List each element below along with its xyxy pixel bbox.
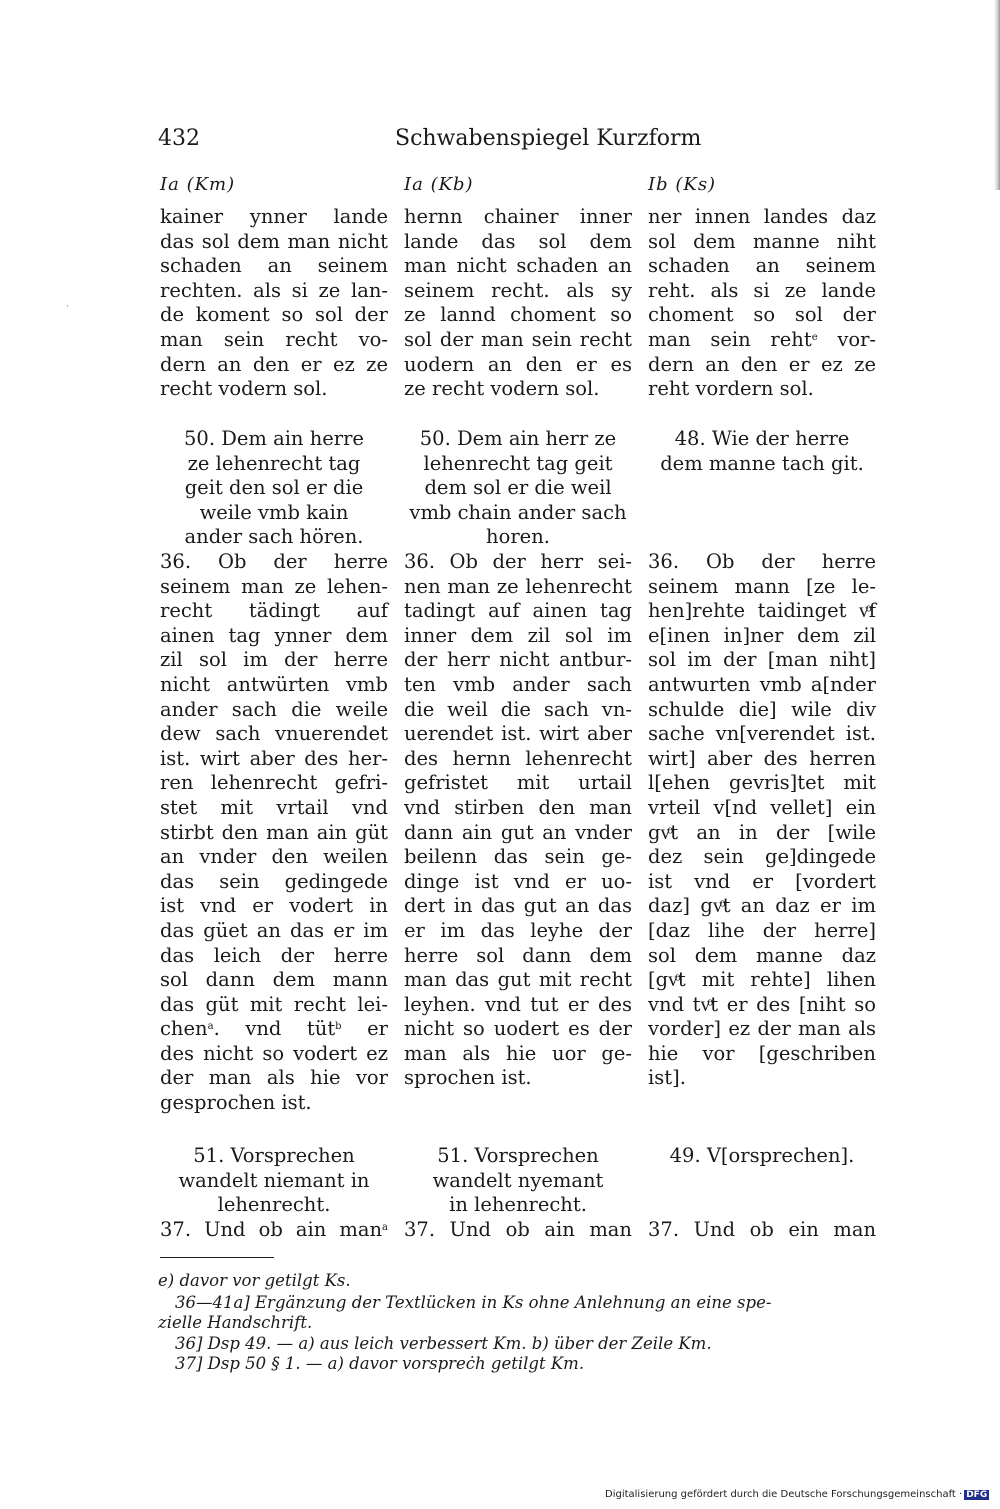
text-line: dinge ist vnd er uo-: [404, 869, 632, 893]
text-line: 50. Dem ain herr ze: [419, 427, 617, 450]
text-line: 36. Ob der herr sei-: [404, 550, 632, 573]
text-line: de koment so sol der: [160, 303, 388, 327]
text-line: [648, 1193, 876, 1218]
column-1-heading-block: [160, 1144, 388, 1242]
text-line: sol dem manne daz: [648, 943, 876, 967]
text-line: schulde die] wile div: [648, 697, 876, 721]
column-2-heading-block: [404, 1144, 632, 1242]
text-line: ze lehenrecht tag: [187, 451, 361, 475]
text-line: man nicht schaden an: [404, 254, 632, 278]
text-line: uodern an den er es: [404, 352, 632, 376]
text-line: 37. Und ob ain man: [404, 1217, 632, 1241]
running-title: Schwabenspiegel Kurzform: [395, 126, 702, 151]
text-line: reht. als si ze lande: [648, 278, 876, 302]
text-line: seinem mann [ze le-: [648, 574, 876, 598]
text-line: hie vor [geschriben: [648, 1041, 876, 1065]
text-line: herre sol dann dem: [404, 943, 632, 967]
column-3-text-block: [648, 550, 876, 1091]
text-line: ander sach hören.: [184, 525, 364, 549]
text-line: er im das leyhe der: [404, 918, 632, 942]
text-line: schaden an seinem: [648, 254, 876, 278]
column-2-text-block: [404, 550, 632, 1091]
text-line: vorder] ez der man als: [648, 1017, 876, 1041]
text-line: dew sach vnuerendet: [160, 722, 388, 746]
text-line: 36. Ob der herre: [160, 550, 388, 573]
text-line: man sein recht vo-: [160, 327, 388, 351]
text-line: man das gut mit recht: [404, 968, 632, 992]
text-line: recht tädingt auf: [160, 599, 388, 623]
text-line: sol dann dem mann: [160, 968, 388, 992]
column-1-text-block: [160, 205, 388, 402]
text-line: ze lannd choment so: [404, 303, 632, 327]
text-line: hen]rehte taidinget vͦf: [648, 599, 876, 623]
text-line: lehenrecht.: [217, 1193, 331, 1217]
text-line: man sein reht$^e$ vor-: [648, 327, 877, 351]
text-line: stirbt den man ain güt: [160, 820, 388, 844]
text-line: vrteil v[nd vellet] ein: [648, 795, 876, 819]
column-1-heading-block: [160, 427, 388, 550]
text-line: wandelt niemant in: [178, 1168, 370, 1192]
column-siglum-1: Ia (Km): [160, 174, 236, 195]
text-line: vnd tvͦt er des [niht so: [648, 992, 876, 1016]
text-line: das sol dem man nicht: [160, 229, 388, 253]
text-line: dem manne tach git.: [660, 451, 864, 475]
text-line: [daz lihe der herre]: [648, 918, 876, 942]
text-line: sprochen ist.: [404, 1066, 532, 1090]
text-line: zil sol im der herre: [160, 648, 388, 672]
text-line: seinem recht. als sy: [404, 278, 632, 302]
text-line: nen man ze lehenrecht: [404, 574, 632, 598]
text-line: [648, 1169, 876, 1194]
text-line: in lehenrecht.: [449, 1193, 587, 1217]
text-line: sol im der [man niht]: [648, 648, 876, 672]
text-line: ainen tag ynner dem: [160, 623, 388, 647]
text-line: ist. wirt aber des her-: [160, 746, 388, 770]
footnote-rule: [160, 1257, 274, 1258]
text-line: uerendet ist. wirt aber: [404, 722, 632, 746]
text-line: wirt] aber des herren: [648, 746, 876, 770]
text-line: das sein gedingede: [160, 869, 388, 893]
page-number: 432: [158, 126, 200, 151]
text-line: der herr nicht antbur-: [404, 648, 632, 672]
text-line: ander sach die weile: [160, 697, 388, 721]
text-line: inner dem zil sol im: [404, 623, 632, 647]
text-line: beilenn das sein ge-: [404, 845, 632, 869]
text-line: tadingt auf ainen tag: [404, 599, 632, 623]
text-line: horen.: [486, 525, 550, 549]
text-line: des hernn lehenrecht: [404, 746, 632, 770]
text-line: recht vodern sol.: [160, 377, 328, 401]
column-2-heading-block: [404, 427, 632, 550]
text-line: ist vnd er vodert in: [160, 894, 388, 918]
column-siglum-3: Ib (Ks): [648, 174, 717, 195]
text-line: ner innen landes daz: [648, 205, 876, 228]
text-line: nicht antwürten vmb: [160, 672, 388, 696]
text-line: das güt mit recht lei-: [160, 992, 388, 1016]
footnote-4: 36] Dsp 49. — a) aus leich verbessert Km. b) über der Zeile Km.: [175, 1334, 712, 1353]
text-line: 37. Und ob ein man: [648, 1217, 876, 1241]
text-line: leyhen. vnd tut er des: [404, 992, 632, 1016]
scan-speck: ·: [66, 302, 69, 312]
text-line: choment so sol der: [648, 303, 876, 327]
text-line: vmb chain ander sach: [409, 500, 627, 524]
text-line: der man als hie vor: [160, 1066, 388, 1090]
text-line: reht vordern sol.: [648, 377, 814, 401]
text-line: dem sol er die weil: [424, 476, 612, 500]
text-line: dern an den er ez ze: [648, 352, 876, 376]
text-line: 51. Vorsprechen: [437, 1144, 599, 1167]
text-line: gesprochen ist.: [160, 1091, 312, 1115]
text-line: wandelt nyemant: [432, 1168, 604, 1192]
text-line: dez sein ge]dingede: [648, 845, 876, 869]
text-line: an vnder den weilen: [160, 845, 388, 869]
footnote-1: e) davor vor getilgt Ks.: [158, 1271, 351, 1290]
footnote-5: 37] Dsp 50 § 1. — a) davor vorspreċh getilgt Km.: [175, 1354, 585, 1373]
text-line: lehenrecht tag geit: [423, 451, 613, 475]
text-line: ist vnd er [vordert: [648, 869, 876, 893]
text-line: 49. V[orsprechen].: [669, 1144, 855, 1167]
column-1-text-block: [160, 550, 388, 1116]
text-line: ren lehenrecht gefri-: [160, 771, 388, 795]
dfg-logo: DFG: [966, 1490, 988, 1500]
text-line: l[ehen gevris]tet mit: [648, 771, 876, 795]
text-line: dert in das gut an das: [404, 894, 632, 918]
text-line: das leich der herre: [160, 943, 388, 967]
text-line: man als hie uor ge-: [404, 1041, 632, 1065]
text-line: seinem man ze lehen-: [160, 574, 388, 598]
text-line: 50. Dem ain herre: [184, 427, 364, 450]
column-3-text-block: [648, 205, 876, 402]
text-line: gefristet mit urtail: [404, 771, 632, 795]
credit-text: Digitalisierung gefördert durch die Deutsche Forschungsgemeinschaft ·: [605, 1489, 963, 1500]
text-line: antwurten vmb a[nder: [648, 672, 876, 696]
text-line: 48. Wie der herre: [674, 427, 850, 450]
text-line: daz] gvͦt an daz er im: [648, 894, 876, 918]
text-line: dern an den er ez ze: [160, 352, 388, 376]
text-line: chen$^a$. vnd tüt$^b$ er: [160, 1017, 388, 1041]
text-line: die weil die sach vn-: [404, 697, 632, 721]
text-line: ten vmb ander sach: [404, 672, 632, 696]
footnote-2: 36—41a] Ergänzung der Textlücken in Ks ohne Anlehnung an eine spe-: [175, 1293, 772, 1312]
text-line: lande das sol dem: [404, 229, 632, 253]
text-line: des nicht so vodert ez: [160, 1041, 388, 1065]
column-3-heading-block: [648, 427, 876, 476]
text-line: ze recht vodern sol.: [404, 377, 600, 401]
text-line: dann ain gut an vnder: [404, 820, 632, 844]
text-line: e[inen in]ner dem zil: [648, 623, 876, 647]
text-line: [gvͦt mit rehte] lihen: [648, 968, 876, 992]
text-line: 37. Und ob ain man$^a$: [160, 1217, 388, 1241]
text-line: 51. Vorsprechen: [193, 1144, 355, 1167]
digitization-credit: [605, 1489, 989, 1500]
column-2-text-block: [404, 205, 632, 402]
column-siglum-2: Ia (Kb): [404, 174, 474, 195]
text-line: ist].: [648, 1066, 686, 1090]
column-3-heading-block: [648, 1144, 876, 1242]
text-line: schaden an seinem: [160, 254, 388, 278]
text-line: stet mit vrtail vnd: [160, 795, 388, 819]
text-line: sol der man sein recht: [404, 327, 632, 351]
text-line: nicht so uodert es der: [404, 1017, 632, 1041]
text-line: sol dem manne niht: [648, 229, 876, 253]
footnote-3: zielle Handschrift.: [158, 1313, 313, 1332]
page-edge-shadow: [994, 0, 1000, 190]
text-line: hernn chainer inner: [404, 205, 632, 228]
text-line: vnd stirben den man: [404, 795, 632, 819]
text-line: weile vmb kain: [199, 500, 349, 524]
text-line: gvͦt an in der [wile: [648, 820, 876, 844]
text-line: das güet an das er im: [160, 918, 388, 942]
text-line: sache vn[verendet ist.: [648, 722, 876, 746]
text-line: kainer ynner lande: [160, 205, 388, 228]
text-line: rechten. als si ze lan-: [160, 278, 388, 302]
text-line: geit den sol er die: [184, 476, 364, 500]
text-line: 36. Ob der herre: [648, 550, 876, 573]
